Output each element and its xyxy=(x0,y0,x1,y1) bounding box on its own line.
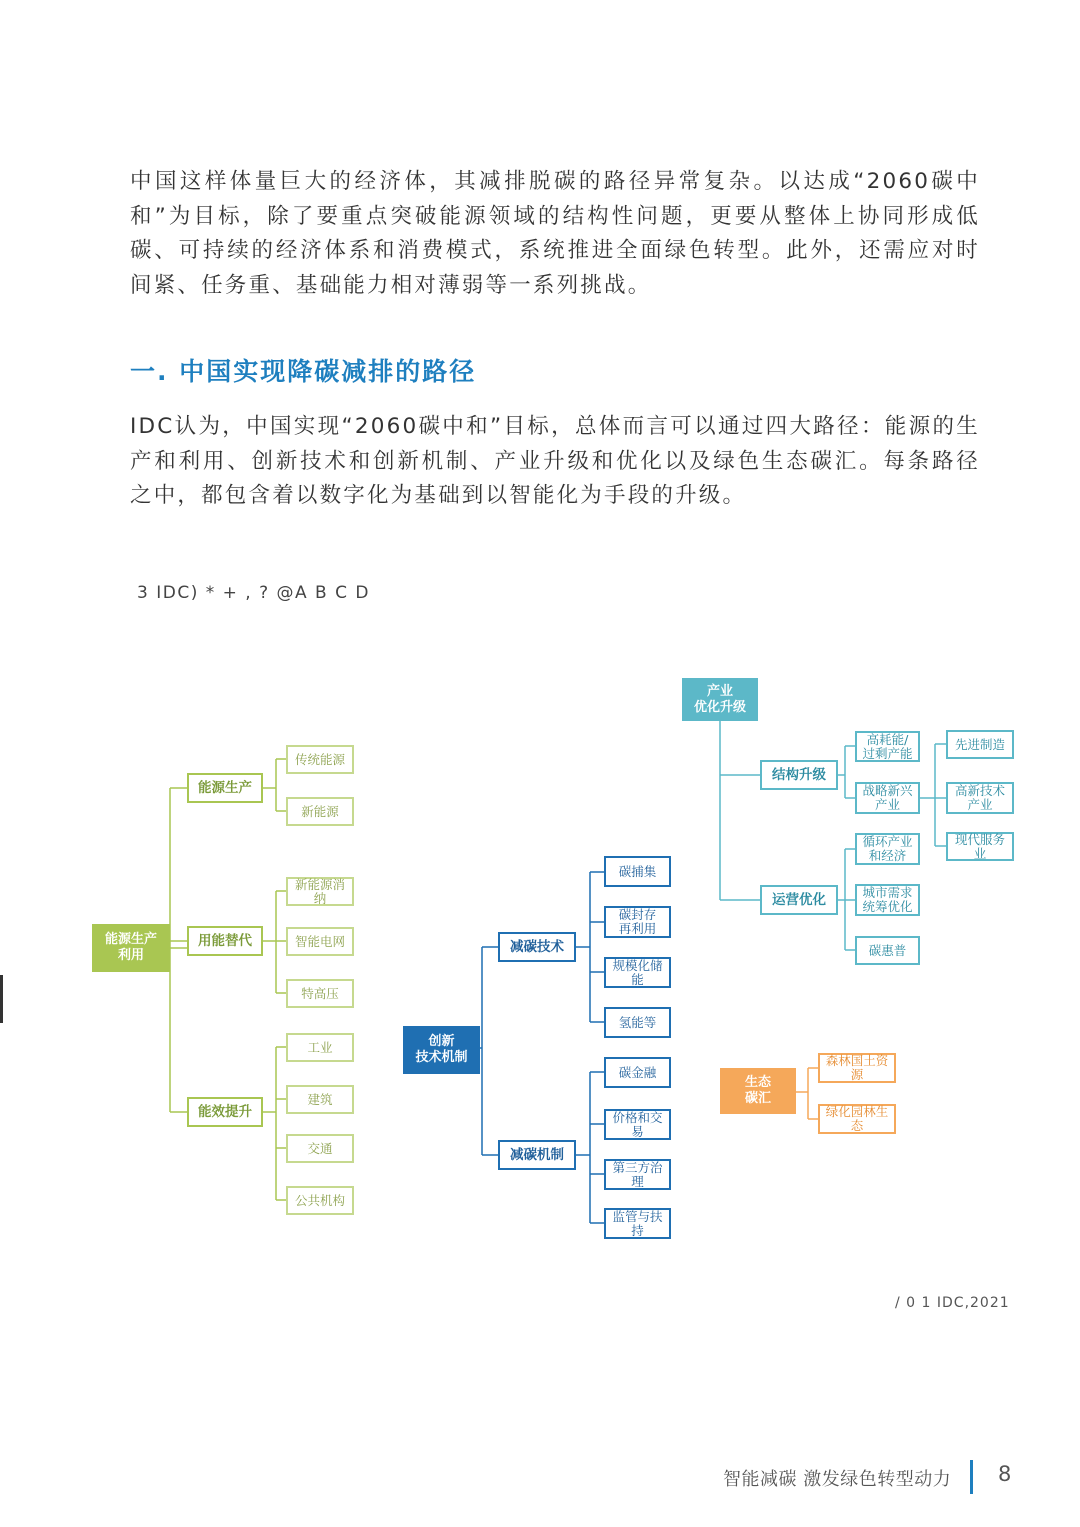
intro-paragraph: 中国这样体量巨大的经济体，其减排脱碳的路径异常复杂。以达成“2060碳中和”为目标，除了要重点突破能源领域的结构性问题，更要从整体上协同形成低碳、可持续的经济体系和消费模式，系统推进全面绿色转型。此外，还需应对时间紧、任务重、基础能力相对薄弱等一系列挑战。 xyxy=(130,169,980,298)
industry-leaf-node: 碳惠普 xyxy=(855,936,920,965)
innovation-leaf-node: 监管与扶持 xyxy=(604,1208,671,1239)
industry-leaf-node: 高耗能/ 过剩产能 xyxy=(855,731,920,762)
industry-leaf-node: 城市需求 统筹优化 xyxy=(855,884,920,916)
innovation-leaf-node: 第三方治理 xyxy=(604,1159,671,1190)
energy-production-node: 能源生产 xyxy=(187,773,263,803)
energy-leaf-node: 特高压 xyxy=(286,979,354,1008)
energy-leaf-node: 公共机构 xyxy=(286,1186,354,1215)
innovation-leaf-node: 价格和交易 xyxy=(604,1109,671,1140)
ecology-leaf-node: 绿化园林生态 xyxy=(818,1104,896,1134)
industry-root-node: 产业 优化升级 xyxy=(682,678,758,721)
ecology-leaf-node: 森林国土资源 xyxy=(818,1053,896,1083)
energy-leaf-node: 新能源 xyxy=(286,797,354,826)
industry-structure-node: 结构升级 xyxy=(760,760,838,790)
energy-substitution-node: 用能替代 xyxy=(187,926,263,956)
ecology-root-node: 生态 碳汇 xyxy=(720,1068,796,1114)
page-number: 8 xyxy=(998,1462,1012,1486)
industry-operation-node: 运营优化 xyxy=(760,885,838,915)
energy-leaf-node: 传统能源 xyxy=(286,745,354,774)
energy-root-node: 能源生产 利用 xyxy=(92,924,170,972)
energy-leaf-node: 建筑 xyxy=(286,1085,354,1114)
innovation-leaf-node: 碳封存 再利用 xyxy=(604,906,671,938)
innovation-mechanism-node: 减碳机制 xyxy=(498,1140,576,1170)
carbon-pathway-diagram xyxy=(0,660,1080,1260)
industry-leaf-node: 高新技术 产业 xyxy=(946,782,1014,814)
footer-divider xyxy=(970,1460,973,1494)
footer-title: 智能减碳 激发绿色转型动力 xyxy=(723,1469,952,1490)
figure-caption: 3 IDC) * + , ? @A B C D xyxy=(137,583,370,603)
innovation-leaf-node: 氢能等 xyxy=(604,1007,671,1038)
innovation-leaf-node: 碳捕集 xyxy=(604,856,671,887)
innovation-leaf-node: 碳金融 xyxy=(604,1057,671,1088)
energy-leaf-node: 智能电网 xyxy=(286,927,354,956)
energy-leaf-node: 交通 xyxy=(286,1134,354,1163)
energy-leaf-node: 工业 xyxy=(286,1033,354,1062)
section-heading: 一. 中国实现降碳减排的路径 xyxy=(130,357,477,386)
industry-leaf-node: 战略新兴 产业 xyxy=(855,782,920,814)
innovation-root-node: 创新 技术机制 xyxy=(403,1026,480,1074)
industry-leaf-node: 循环产业 和经济 xyxy=(855,833,920,865)
innovation-leaf-node: 规模化储能 xyxy=(604,957,671,988)
energy-leaf-node: 新能源消纳 xyxy=(286,877,354,906)
innovation-tech-node: 减碳技术 xyxy=(498,932,576,962)
energy-efficiency-node: 能效提升 xyxy=(187,1097,263,1127)
section-paragraph: IDC认为，中国实现“2060碳中和”目标，总体而言可以通过四大路径：能源的生产和利用、创新技术和创新机制、产业升级和优化以及绿色生态碳汇。每条路径之中，都包含着以数字化为基础到以智能化为手段的升级。 xyxy=(130,414,980,508)
industry-leaf-node: 先进制造 xyxy=(946,730,1014,759)
industry-leaf-node: 现代服务业 xyxy=(946,832,1014,861)
figure-source: / 0 1 IDC,2021 xyxy=(895,1295,1010,1311)
